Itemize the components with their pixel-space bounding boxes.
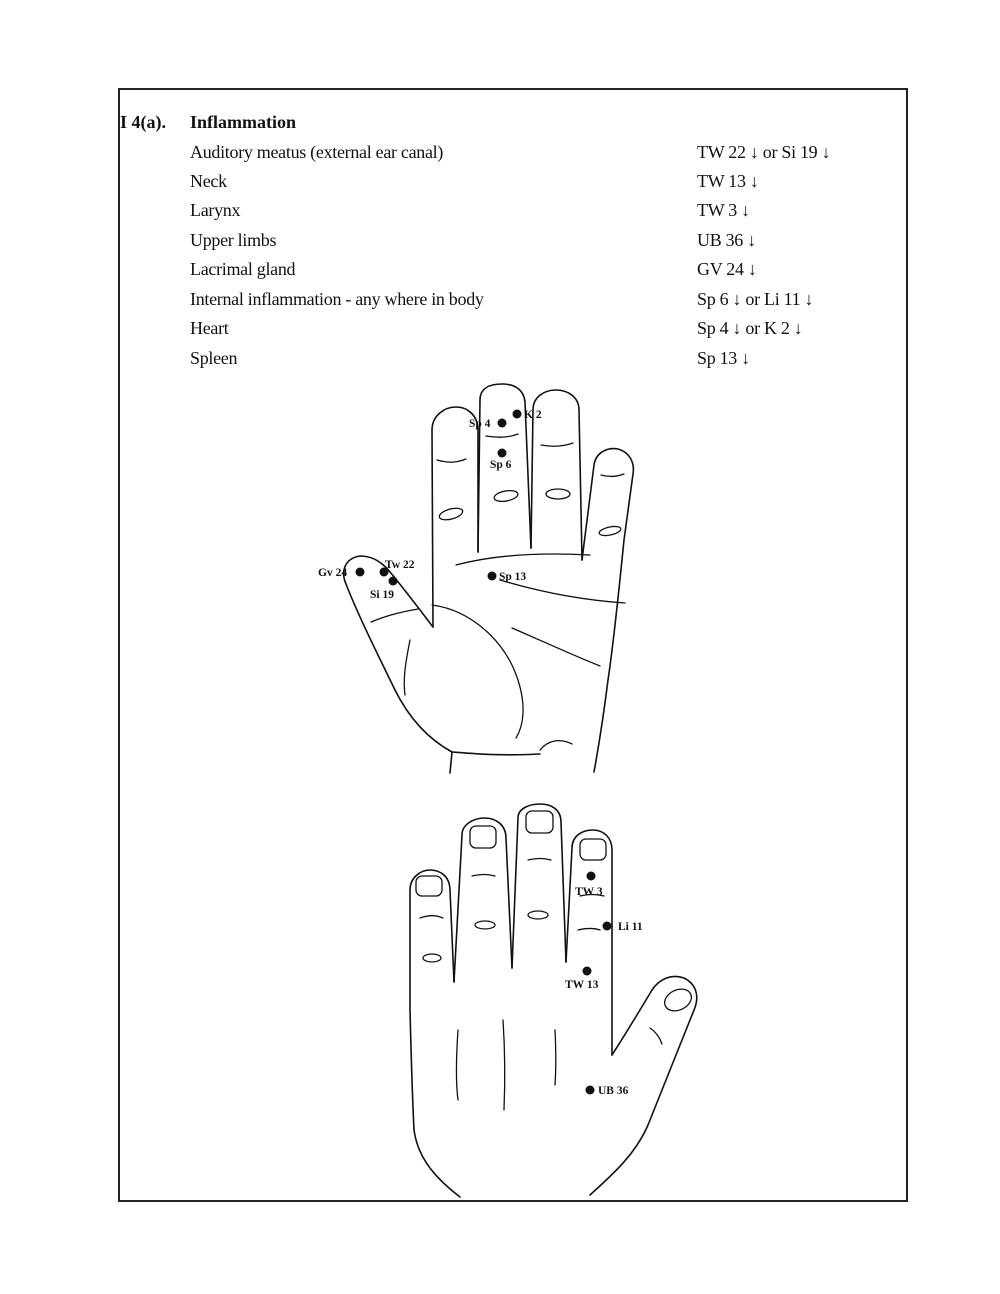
point-tw3-dot <box>587 872 596 881</box>
dorsal-outline <box>410 804 697 1197</box>
point-sp6-label: Sp 6 <box>490 459 512 471</box>
point-ub36 <box>586 1085 629 1097</box>
condition-label: Internal inflammation - any where in body <box>190 289 484 309</box>
point-k2-label: K 2 <box>524 409 542 421</box>
points-label: TW 13 ↓ <box>697 171 759 191</box>
condition-label: Larynx <box>190 200 241 220</box>
condition-label: Lacrimal gland <box>190 259 296 279</box>
point-li11-dot <box>603 922 612 931</box>
condition-label: Upper limbs <box>190 230 277 250</box>
point-li11 <box>603 921 643 933</box>
point-tw3 <box>575 872 603 899</box>
point-tw3-label: TW 3 <box>575 886 603 898</box>
point-tw13-dot <box>583 967 592 976</box>
point-ub36-dot <box>586 1086 595 1095</box>
points-label: TW 3 ↓ <box>697 200 750 220</box>
condition-label: Auditory meatus (external ear canal) <box>190 142 444 162</box>
point-tw13-label: TW 13 <box>565 979 599 991</box>
section-number: I 4(a). <box>120 112 166 132</box>
condition-label: Neck <box>190 171 227 191</box>
point-sp4-label: Sp 4 <box>469 418 491 430</box>
condition-label: Spleen <box>190 348 238 368</box>
section-title: Inflammation <box>190 112 297 132</box>
points-label: GV 24 ↓ <box>697 259 757 279</box>
point-li11-label: Li 11 <box>618 921 643 933</box>
point-tw13 <box>565 967 599 992</box>
points-label: Sp 4 ↓ or K 2 ↓ <box>697 318 803 338</box>
point-gv24-label: Gv 24 <box>318 567 348 579</box>
condition-label: Heart <box>190 318 229 338</box>
point-tw22-label: Tw 22 <box>385 559 415 571</box>
points-label: Sp 6 ↓ or Li 11 ↓ <box>697 289 814 309</box>
point-sp13-label: Sp 13 <box>499 571 527 583</box>
point-si19-label: Si 19 <box>370 589 394 601</box>
points-label: UB 36 ↓ <box>697 230 756 250</box>
point-ub36-label: UB 36 <box>598 1085 629 1097</box>
points-label: TW 22 ↓ or Si 19 ↓ <box>697 142 831 162</box>
points-label: Sp 13 ↓ <box>697 348 750 368</box>
